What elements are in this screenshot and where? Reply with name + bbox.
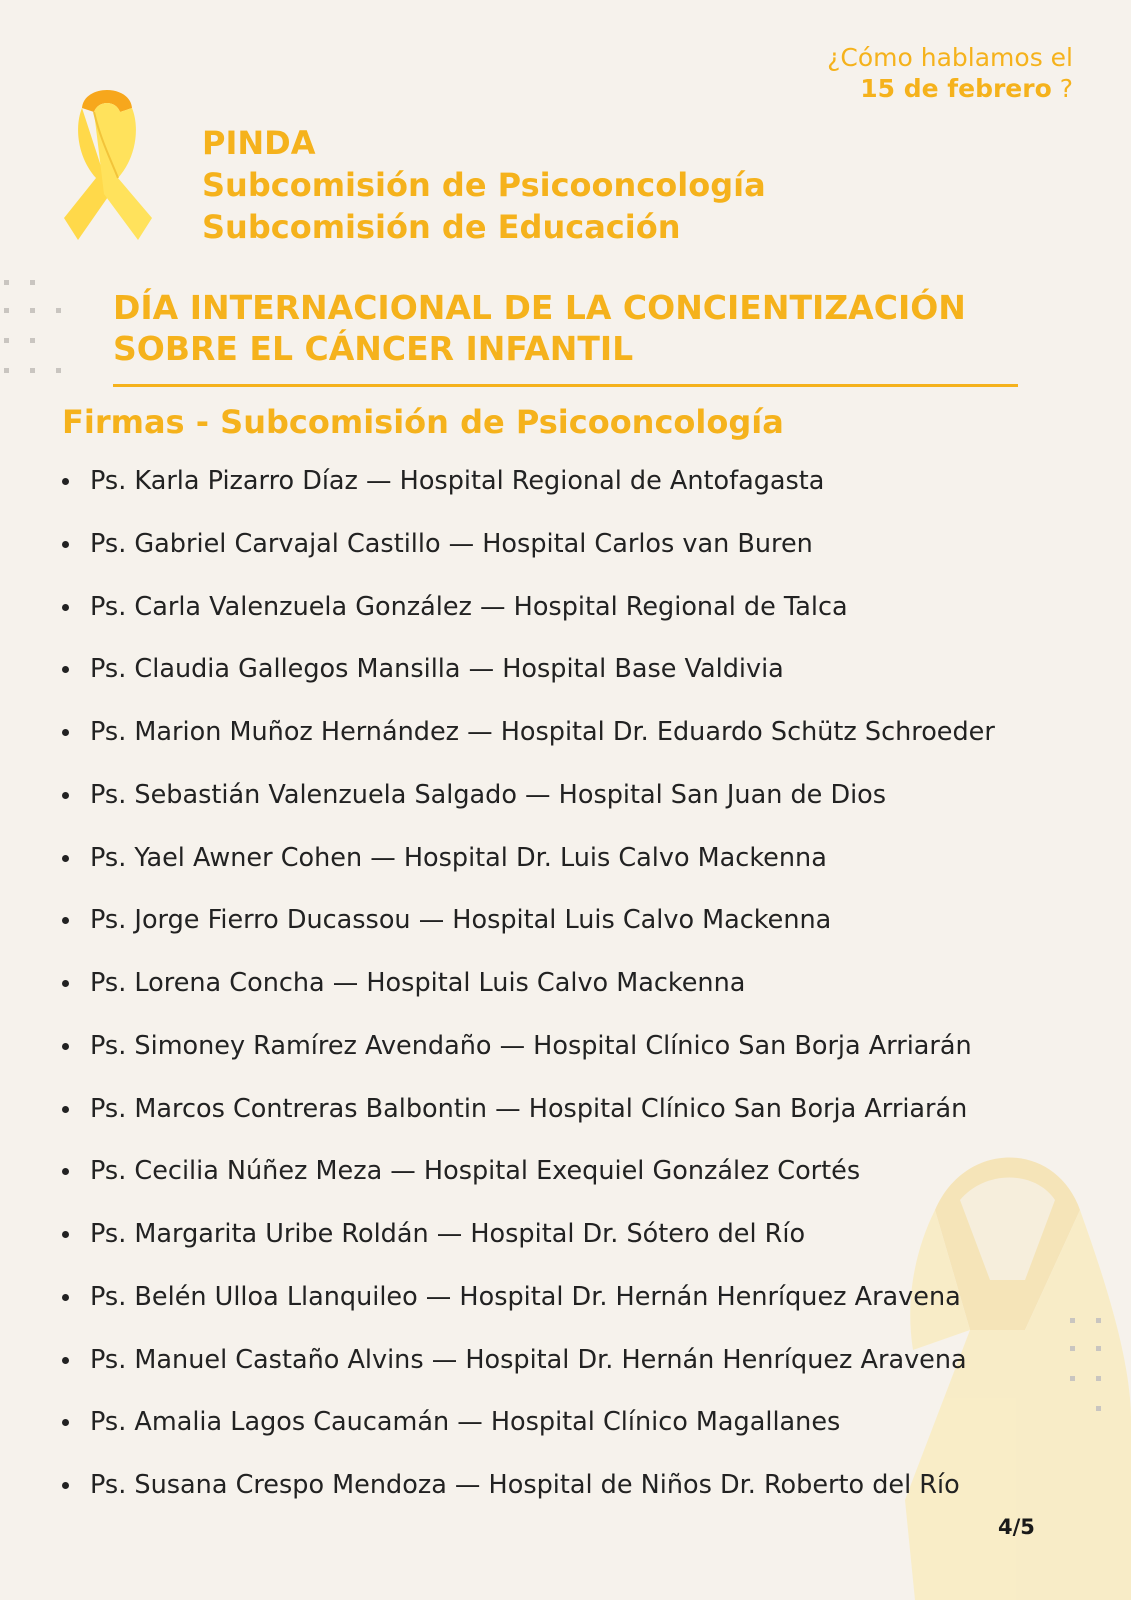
list-item: [62, 709, 995, 772]
signature-text: Ps. Marion Muñoz Hernández — Hospital Dr. Eduardo Schütz Schroeder: [90, 717, 995, 747]
signature-text: Ps. Simoney Ramírez Avendaño — Hospital Clínico San Borja Arriarán: [90, 1030, 972, 1061]
bullet-icon: [62, 478, 69, 485]
bullet-icon: [62, 1231, 69, 1238]
list-item: [62, 1462, 995, 1525]
decorative-dots-right: [1066, 1318, 1131, 1428]
signature-text: Ps. Susana Crespo Mendoza — Hospital de Niños Dr. Roberto del Río: [90, 1470, 960, 1500]
signature-text: Ps. Jorge Fierro Ducassou — Hospital Luis Calvo Mackenna: [90, 905, 832, 936]
signature-text: Ps. Margarita Uribe Roldán — Hospital Dr. Sótero del Río: [90, 1219, 806, 1249]
org-line-3: Subcomisión de Educación: [202, 208, 681, 246]
list-item: [62, 458, 995, 521]
list-item: [62, 897, 995, 960]
list-item: [62, 835, 995, 898]
signature-text: Ps. Manuel Castaño Alvins — Hospital Dr. Hernán Henríquez Aravena: [90, 1344, 967, 1375]
list-item: [62, 646, 995, 709]
bullet-icon: [62, 1168, 69, 1175]
bullet-icon: [62, 980, 69, 987]
org-line-2: Subcomisión de Psicooncología: [202, 166, 766, 204]
signature-text: Ps. Carla Valenzuela González — Hospital Regional de Talca: [90, 591, 848, 622]
signature-text: Ps. Marcos Contreras Balbontin — Hospital Clínico San Borja Arriarán: [90, 1093, 968, 1124]
signature-text: Ps. Karla Pizarro Díaz — Hospital Regional de Antofagasta: [90, 466, 825, 496]
tagline-prefix: ¿Cómo hablamos el: [827, 43, 1073, 72]
main-title: [113, 287, 966, 369]
bullet-icon: [62, 1294, 69, 1301]
main-title-line-2: SOBRE EL CÁNCER INFANTIL: [113, 329, 634, 368]
signature-text: Ps. Gabriel Carvajal Castillo — Hospital Carlos van Buren: [90, 528, 813, 559]
awareness-ribbon-icon: [60, 78, 154, 240]
list-item: [62, 772, 995, 835]
list-item: [62, 521, 995, 584]
signatures-list: [62, 458, 995, 1525]
list-item: [62, 960, 995, 1023]
bullet-icon: [62, 1357, 69, 1364]
bullet-icon: [62, 541, 69, 548]
list-item: [62, 1148, 995, 1211]
signature-text: Ps. Cecilia Núñez Meza — Hospital Exequiel González Cortés: [90, 1156, 861, 1187]
page-number: 4/5: [998, 1515, 1035, 1539]
bullet-icon: [62, 855, 69, 862]
list-item: [62, 584, 995, 647]
list-item: [62, 1399, 995, 1462]
signature-text: Ps. Claudia Gallegos Mansilla — Hospital Base Valdivia: [90, 654, 784, 685]
bullet-icon: [62, 729, 69, 736]
list-item: [62, 1086, 995, 1149]
signature-text: Ps. Yael Awner Cohen — Hospital Dr. Luis Calvo Mackenna: [90, 842, 827, 873]
tagline-date: 15 de febrero: [860, 74, 1052, 103]
organization-block: [202, 122, 766, 248]
list-item: [62, 1211, 995, 1274]
bullet-icon: [62, 1043, 69, 1050]
tagline: [827, 42, 1073, 104]
main-title-line-1: DÍA INTERNACIONAL DE LA CONCIENTIZACIÓN: [113, 288, 966, 327]
section-title: Firmas - Subcomisión de Psicooncología: [62, 403, 784, 441]
bullet-icon: [62, 917, 69, 924]
bullet-icon: [62, 604, 69, 611]
org-line-1: PINDA: [202, 124, 316, 162]
signature-text: Ps. Belén Ulloa Llanquileo — Hospital Dr. Hernán Henríquez Aravena: [90, 1281, 961, 1312]
list-item: [62, 1023, 995, 1086]
bullet-icon: [62, 792, 69, 799]
title-divider: [113, 384, 1018, 387]
bullet-icon: [62, 1106, 69, 1113]
bullet-icon: [62, 1482, 69, 1489]
bullet-icon: [62, 666, 69, 673]
signature-text: Ps. Sebastián Valenzuela Salgado — Hospital San Juan de Dios: [90, 779, 887, 810]
list-item: [62, 1337, 995, 1400]
signature-text: Ps. Amalia Lagos Caucamán — Hospital Clínico Magallanes: [90, 1407, 841, 1438]
bullet-icon: [62, 1419, 69, 1426]
decorative-dots: [4, 280, 74, 390]
signature-text: Ps. Lorena Concha — Hospital Luis Calvo Mackenna: [90, 968, 746, 998]
list-item: [62, 1274, 995, 1337]
tagline-suffix: ?: [1051, 74, 1073, 103]
